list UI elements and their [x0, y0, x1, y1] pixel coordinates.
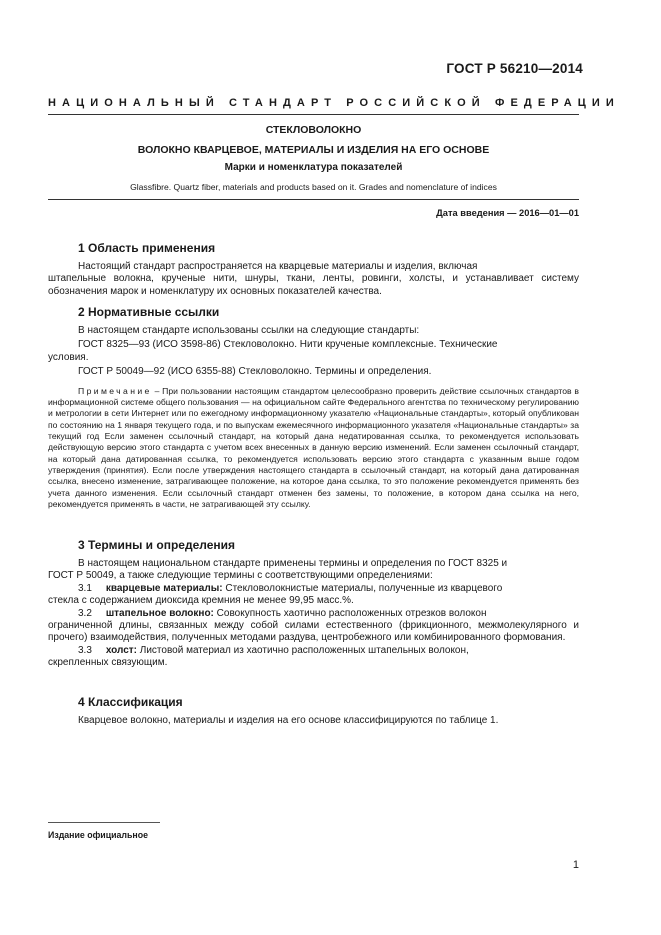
term-def-rest: скрепленных связующим. — [48, 657, 168, 669]
term-number: 3.2 — [78, 607, 92, 619]
reference-rest: условия. — [48, 351, 89, 363]
footer-divider — [48, 822, 160, 823]
official-edition-label: Издание официальное — [48, 830, 148, 840]
term-def-lead: Совокупность хаотично расположенных отрезков волокон — [213, 607, 487, 619]
paragraph: Кварцевое волокно, материалы и изделия на его основе классифицируются по таблице 1. — [78, 715, 499, 726]
section-terms — [48, 538, 579, 670]
term-definition — [78, 583, 579, 595]
term-name: холст: — [105, 644, 137, 656]
page-number: 1 — [572, 859, 579, 871]
paragraph-lead: В настоящем национальном стандарте применены термины и определения по ГОСТ 8325 и — [78, 558, 508, 569]
term-number: 3.1 — [78, 582, 92, 594]
term-number: 3.3 — [78, 644, 92, 656]
paragraph-rest: ГОСТ Р 50049, а также следующие термины с соответствующими определениями: — [48, 570, 433, 582]
note-text: – При пользовании настоящим стандартом целесообразно проверить действие ссылочных стандартов в информационной системе общего пользования — на официальном сайте Федерального агентства по техническому регулированию и метрологии в сети Интернет или по ежегодному информационному указателю «Национальные стандарты», который опубликован по состоянию на 1 января текущего года, и по выпускам ежемесячного информационного указателя «Национальные стандарты» за текущий год Если заменен ссылочный стандарт, на который дана недатированная ссылка, то рекомендуется использовать действующую версию этого стандарта с учетом всех внесенных в данную версию изменений. Если заменен ссылочный стандарт, на который дана датированная ссылка, то рекомендуется использовать версию этого стандарта с указанным выше годом утверждения (принятия). Если после утверждения настоящего стандарта в ссылочный стандарт, на который дана датированная ссылка, внесено изменение, затрагивающее положение, на которое дана ссылка, то это положение рекомендуется применять без учета данного изменения. Если ссылочный стандарт отменен без замены, то положение, в котором дана ссылка на него, рекомендуется применять в части, не затрагивающей эту ссылку. — [48, 385, 579, 510]
paragraph-lead: Настоящий стандарт распространяется на кварцевые материалы и изделия, включая — [78, 261, 478, 272]
term-def-rest: ограниченной длины, связанных между собой силами естественного (фрикционного, межмолекулярного и прочего) взаимодействия, полученных методами раздува, центробежного или комбинированного формования. — [48, 620, 579, 644]
section-heading: 1 Область применения — [78, 241, 216, 255]
title-subtitle: Марки и номенклатура показателей — [224, 162, 403, 173]
reference-item: ГОСТ Р 50049—92 (ИСО 6355-88) Стекловолокно. Термины и определения. — [78, 366, 432, 378]
title-divider — [48, 199, 579, 200]
section-heading: 3 Термины и определения — [78, 538, 236, 552]
term-def-lead: Стекловолокнистые материалы, полученные из кварцевого — [222, 582, 503, 594]
document-number: ГОСТ Р 56210—2014 — [446, 61, 583, 76]
national-standard-banner: НАЦИОНАЛЬНЫЙ СТАНДАРТ РОССИЙСКОЙ ФЕДЕРАЦИИ — [48, 97, 620, 109]
introduction-date: Дата введения — 2016—01—01 — [436, 208, 579, 218]
term-definition — [78, 645, 579, 657]
section-references — [48, 305, 579, 510]
term-name: штапельное волокно: — [105, 607, 214, 619]
title-main: СТЕКЛОВОЛОКНО — [265, 124, 362, 136]
term-def-rest: стекла с содержанием диоксида кремния не менее 99,95 масс.%. — [48, 595, 354, 607]
term-name: кварцевые материалы: — [105, 582, 223, 594]
section-heading: 4 Классификация — [78, 695, 183, 709]
section-scope — [48, 241, 579, 298]
reference-lead: ГОСТ 8325—93 (ИСО 3598-86) Стекловолокно. Нити крученые комплексные. Технические — [78, 339, 498, 351]
paragraph-rest: штапельные волокна, крученые нити, шнуры, ткани, ленты, ровинги, холсты, и устанавливает систему обозначения марок и номенклатуру их основных показателей качества. — [48, 273, 579, 297]
title-subject: ВОЛОКНО КВАРЦЕВОЕ, МАТЕРИАЛЫ И ИЗДЕЛИЯ НА ЕГО ОСНОВЕ — [137, 144, 490, 156]
paragraph: В настоящем стандарте использованы ссылки на следующие стандарты: — [78, 325, 420, 336]
top-divider — [48, 114, 579, 115]
note — [48, 386, 579, 511]
term-def-lead: Листовой материал из хаотично расположенных штапельных волокон, — [137, 644, 469, 656]
title-english: Glassfibre. Quartz fiber, materials and products based on it. Grades and nomenclature of indices — [130, 182, 497, 192]
section-heading: 2 Нормативные ссылки — [78, 305, 220, 319]
term-definition — [78, 608, 579, 620]
section-classification — [78, 695, 579, 727]
note-label: Примечание — [78, 385, 152, 396]
